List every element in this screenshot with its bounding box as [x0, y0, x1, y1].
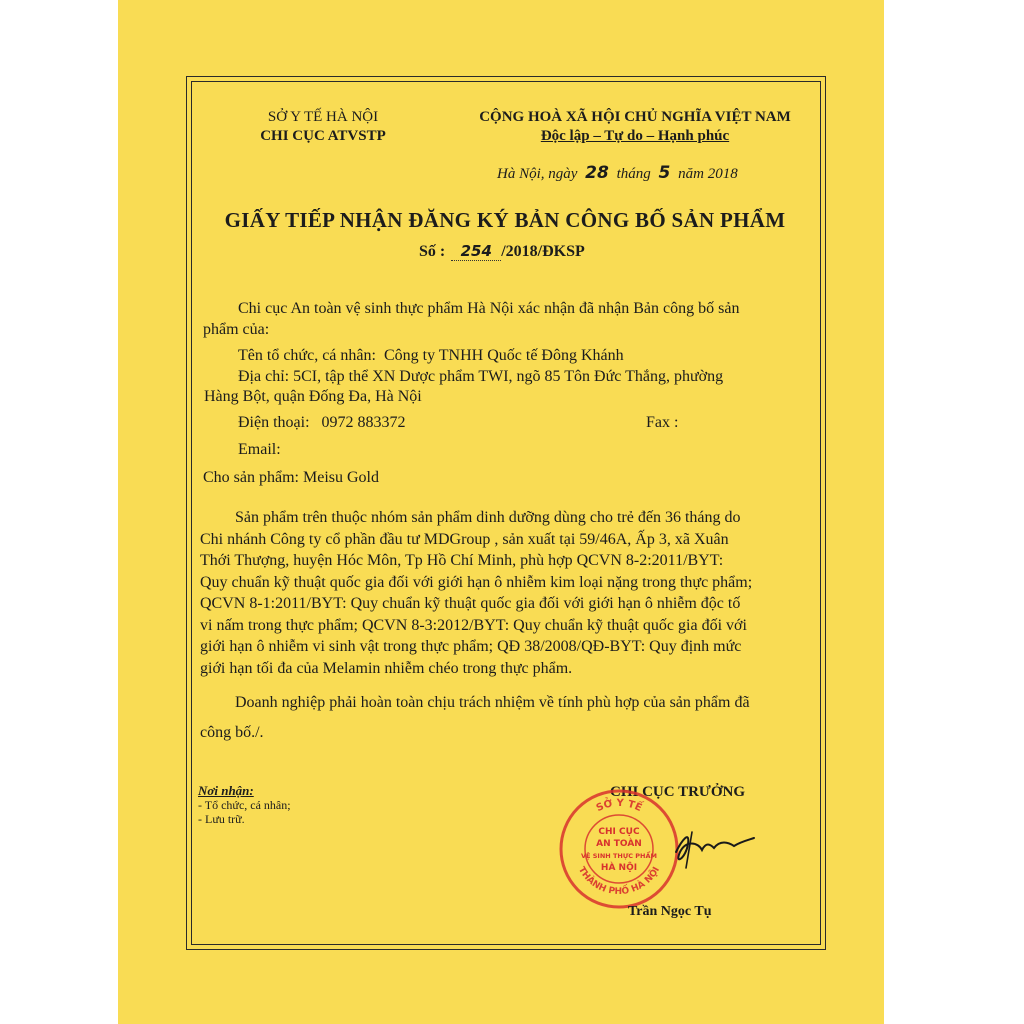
- national-header: [455, 108, 815, 146]
- national-motto: Độc lập – Tự do – Hạnh phúc: [540, 128, 730, 144]
- handwritten-signature: [668, 822, 758, 872]
- issuing-authority: [228, 108, 418, 146]
- org-phone-label: Điện thoại:: [238, 414, 310, 431]
- para2-line: công bố./.: [200, 723, 264, 741]
- para1-line: vi nấm trong thực phẩm; QCVN 8-3:2012/BYT: Quy chuẩn kỹ thuật quốc gia đối với: [200, 616, 747, 634]
- para1-line: Thới Thượng, huyện Hóc Môn, Tp Hồ Chí Minh, phù hợp QCVN 8-2:2011/BYT:: [200, 552, 724, 569]
- intro-line2: phẩm của:: [203, 321, 270, 338]
- number-value: 254: [451, 242, 501, 261]
- official-red-stamp: [556, 786, 682, 912]
- org-address-row: [238, 366, 723, 387]
- date-year: năm 2018: [678, 166, 738, 182]
- date-prefix: Hà Nội, ngày: [497, 166, 578, 182]
- authority-line2: CHI CỤC ATVSTP: [260, 128, 386, 144]
- date-month: 5: [658, 163, 671, 183]
- para1-line: giới hạn ô nhiễm vi sinh vật trong thực phẩm; QĐ 38/2008/QĐ-BYT: Quy định mức: [200, 638, 742, 655]
- para1-line: QCVN 8-1:2011/BYT: Quy chuẩn kỹ thuật quốc gia đối với giới hạn ô nhiễm độc tố: [200, 595, 741, 612]
- para1-line: giới hạn tối đa của Melamin nhiễm chéo trong thực phẩm.: [200, 659, 573, 677]
- svg-text:SỞ Y TẾ: [595, 795, 646, 814]
- recipients: [198, 784, 291, 826]
- authority-line1: SỞ Y TẾ HÀ NỘI: [267, 109, 379, 125]
- recipient-item: - Tổ chức, cá nhân;: [198, 798, 291, 812]
- org-phone: 0972 883372: [321, 414, 406, 431]
- para1-line: Chi nhánh Công ty cổ phần đầu tư MDGroup , sản xuất tại 59/46A, Ấp 3, xã Xuân: [200, 530, 729, 548]
- issue-date: [497, 163, 738, 183]
- intro-line1: Chi cục An toàn vệ sinh thực phẩm Hà Nội xác nhận đã nhận Bản công bố sản: [238, 300, 740, 317]
- stamp-line3: VỆ SINH THỰC PHẨM: [580, 852, 658, 860]
- stamp-outer-top: SỞ Y TẾ: [594, 797, 644, 815]
- stamp-line2: AN TOÀN: [596, 839, 642, 849]
- document-title: GIẤY TIẾP NHẬN ĐĂNG KÝ BẢN CÔNG BỐ SẢN PHẨM: [224, 208, 786, 232]
- para2-line: Doanh nghiệp phải hoàn toàn chịu trách nhiệm về tính phù hợp của sản phẩm đã: [235, 694, 750, 711]
- number-label: Số :: [419, 243, 446, 260]
- paper-margin: [884, 0, 1024, 1024]
- org-address-line1: 5CI, tập thể XN Dược phẩm TWI, ngõ 85 Tôn Đức Thắng, phường: [293, 368, 724, 385]
- responsibility-paragraph: [200, 692, 800, 743]
- number-suffix: /2018/ĐKSP: [501, 243, 585, 260]
- date-month-label: tháng: [616, 166, 651, 182]
- stamp-line4: HÀ NỘI: [600, 863, 638, 873]
- document-number: [419, 242, 585, 261]
- signer-title: CHI CỤC TRƯỞNG: [610, 784, 746, 800]
- stamp-line1: CHI CỤC: [598, 827, 640, 837]
- org-name-row: [238, 345, 624, 366]
- stamp-outer-bottom: THÀNH PHỐ HÀ NỘI: [575, 865, 663, 898]
- para1-line: Sản phẩm trên thuộc nhóm sản phẩm dinh dưỡng dùng cho trẻ đến 36 tháng do: [235, 509, 741, 526]
- national-title: CỘNG HOÀ XÃ HỘI CHỦ NGHĨA VIỆT NAM: [479, 109, 791, 125]
- org-address-label: Địa chỉ:: [238, 368, 290, 385]
- org-name-label: Tên tổ chức, cá nhân:: [238, 347, 376, 364]
- org-name: Công ty TNHH Quốc tế Đông Khánh: [383, 347, 624, 364]
- recipients-title: Nơi nhận:: [198, 783, 254, 798]
- org-phone-row: [238, 412, 406, 433]
- product-label: Cho sản phẩm:: [203, 469, 299, 486]
- para1-line: Quy chuẩn kỹ thuật quốc gia đối với giới hạn ô nhiễm kim loại nặng trong thực phẩm;: [200, 573, 753, 591]
- signer-name: Trần Ngọc Tụ: [628, 904, 712, 919]
- product-name: Meisu Gold: [303, 469, 379, 486]
- org-email-label: Email:: [238, 441, 281, 458]
- conformity-paragraph: [200, 507, 800, 679]
- recipient-item: - Lưu trữ.: [198, 812, 245, 826]
- date-day: 28: [585, 163, 609, 183]
- org-address-line2: Hàng Bột, quận Đống Đa, Hà Nội: [204, 388, 422, 405]
- product-row: [203, 467, 379, 488]
- org-fax-label: Fax :: [646, 414, 679, 431]
